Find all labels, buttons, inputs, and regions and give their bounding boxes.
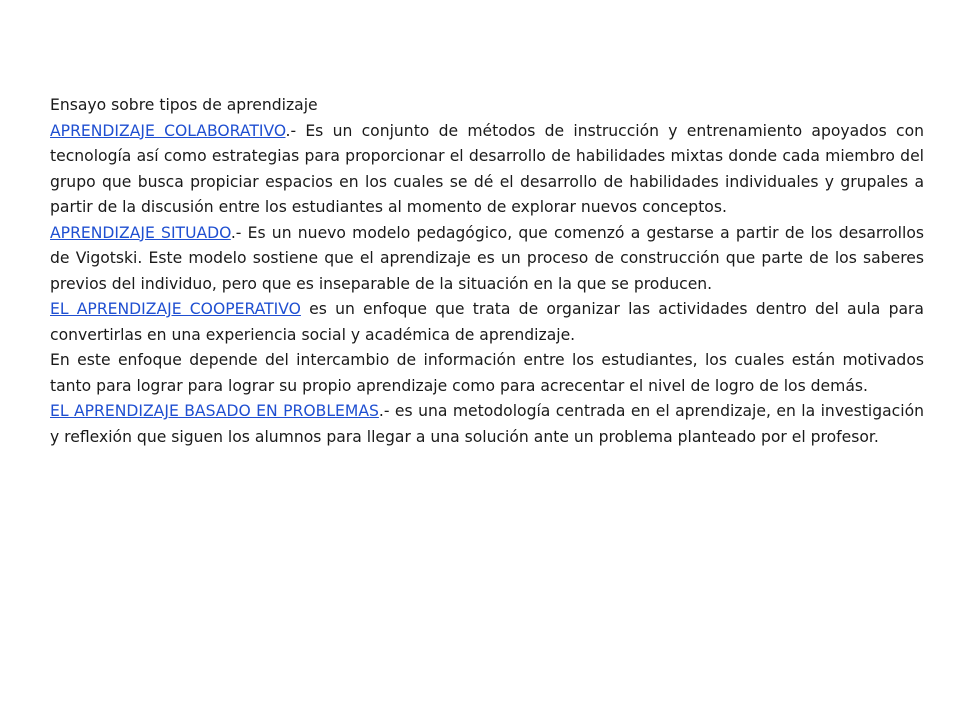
paragraph-aprendizaje-basado-en-problemas — [50, 399, 924, 450]
paragraph-aprendizaje-cooperativo — [50, 297, 924, 348]
link-aprendizaje-situado[interactable]: APRENDIZAJE SITUADO — [50, 223, 231, 242]
paragraph-text: En este enfoque depende del intercambio de información entre los estudiantes, los cuales están motivados tanto para lograr para lograr su propio aprendizaje como para acrecentar el nivel de logro de los demás. — [50, 351, 924, 395]
paragraph-text: .- es una metodología centrada en el aprendizaje, en la investigación y reflexión que siguen los alumnos para llegar a una solución ante un problema planteado por el profesor. — [50, 402, 924, 446]
essay-title: Ensayo sobre tipos de aprendizaje — [50, 96, 318, 114]
paragraph-text: es un enfoque que trata de organizar las actividades dentro del aula para convertirlas en una experiencia social y académica de aprendizaje. — [50, 300, 924, 344]
link-aprendizaje-colaborativo[interactable]: APRENDIZAJE COLABORATIVO — [50, 121, 286, 140]
paragraph-text: .- Es un nuevo modelo pedagógico, que comenzó a gestarse a partir de los desarrollos de Vigotski. Este modelo sostiene que el aprendizaje es un proceso de construcción que parte de los saberes previos del individuo, pero que es inseparable de la situación en la que se producen. — [50, 223, 924, 293]
paragraph-enfoque-intercambio — [50, 348, 924, 399]
paragraph-aprendizaje-situado — [50, 221, 924, 298]
link-aprendizaje-cooperativo[interactable]: EL APRENDIZAJE COOPERATIVO — [50, 300, 301, 318]
essay-text-body — [50, 93, 924, 450]
paragraph-text: .- Es un conjunto de métodos de instrucción y entrenamiento apoyados con tecnología así como estrategias para proporcionar el desarrollo de habilidades mixtas donde cada miembro del grupo que busca propiciar espacios en los cuales se dé el desarrollo de habilidades individuales y grupales a partir de la discusión entre los estudiantes al momento de explorar nuevos conceptos. — [50, 121, 924, 216]
link-aprendizaje-basado-en-problemas[interactable]: EL APRENDIZAJE BASADO EN PROBLEMAS — [50, 402, 379, 420]
paragraph-aprendizaje-colaborativo — [50, 119, 924, 221]
